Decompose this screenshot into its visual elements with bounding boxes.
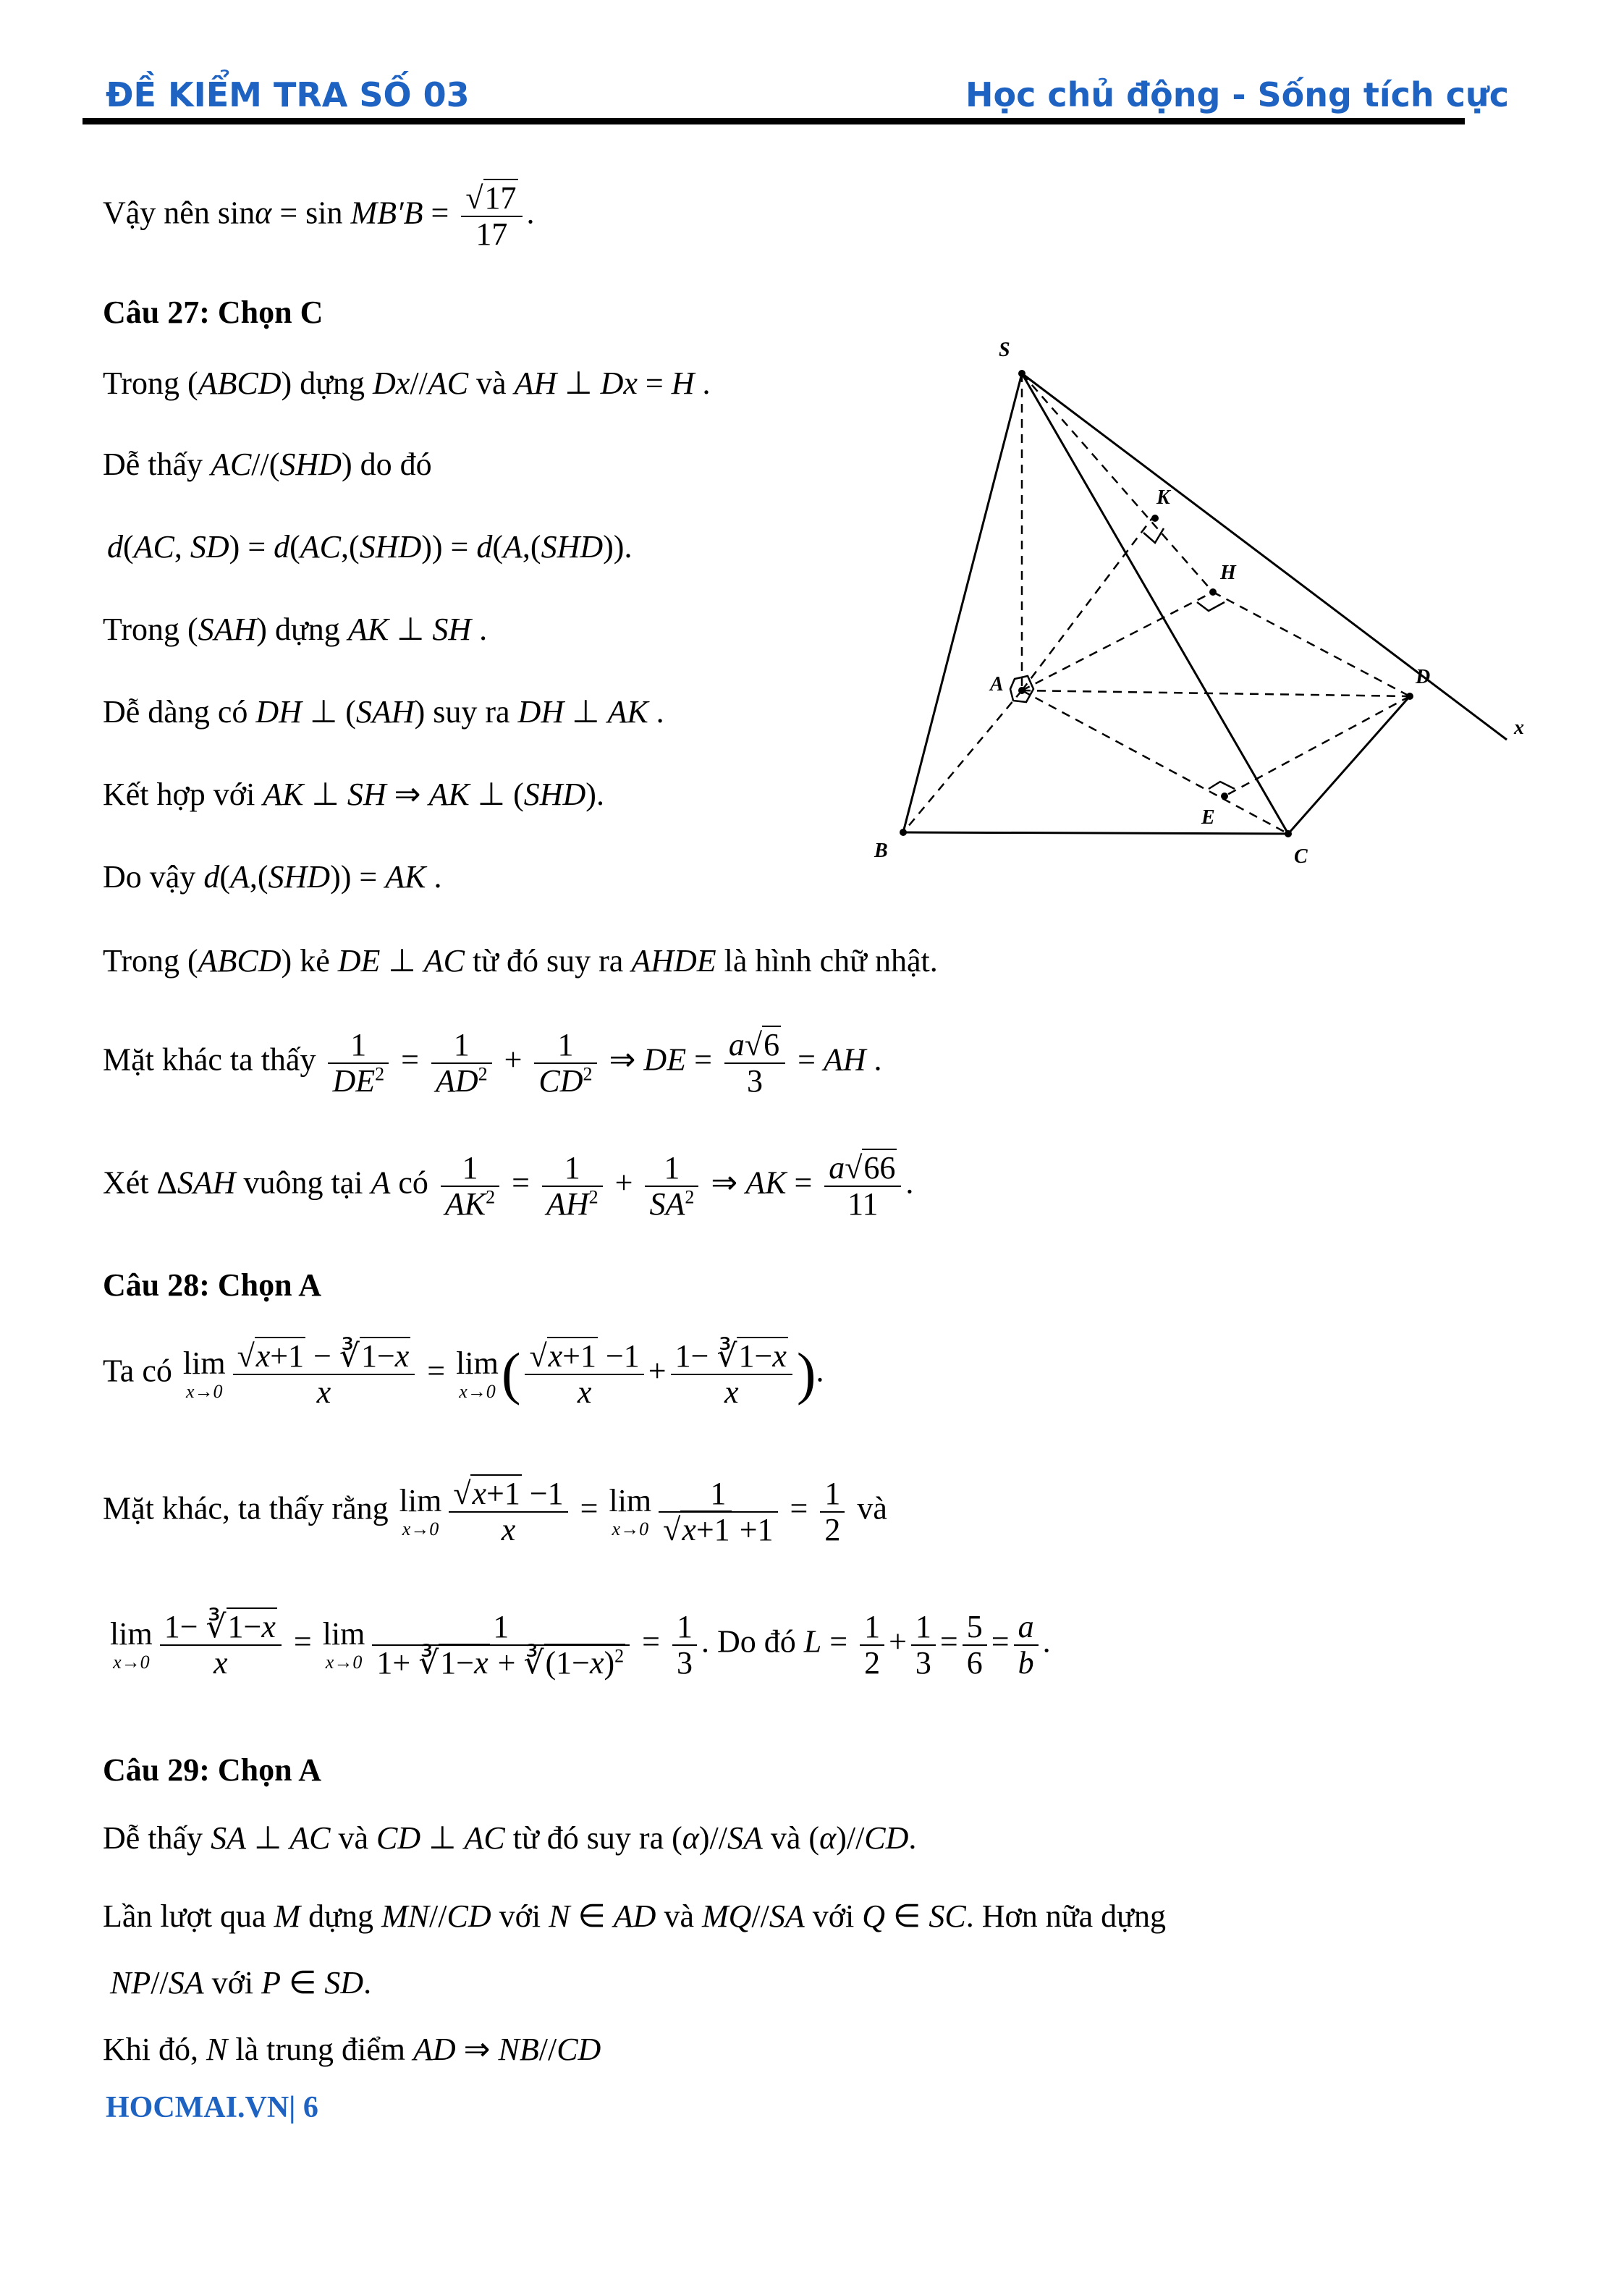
right-angle-E <box>1209 782 1235 789</box>
line-vay-nen: Vậy nên sinα = sin MB′B = $\frac{√17}{17}$ . <box>103 180 535 252</box>
line-29-3: NP//SA với P ∈ SD. <box>110 1965 372 2000</box>
label-H: H <box>1220 562 1236 584</box>
line-27-5: Dễ dàng có DH ⊥ (SAH) suy ra DH ⊥ AK . <box>103 694 664 730</box>
label-B: B <box>874 840 888 862</box>
pyramid-figure <box>847 318 1541 883</box>
line-27-3: d(AC, SD) = d(AC,(SHD)) = d(A,(SHD)). <box>107 529 633 565</box>
heading-cau-28: Câu 28: Chọn A <box>103 1267 321 1303</box>
edge-AD <box>1022 690 1410 696</box>
line-28-1: Ta có lim x→0 $\frac{√x+1 - ∛1-x}{x}$ = lim x→0 ( $\frac{√x+1 -1}{x}$ + $\frac{1- ∛1-x}{x}$ ). <box>103 1338 824 1410</box>
edge-AC <box>1022 690 1288 834</box>
label-C: C <box>1294 845 1308 868</box>
line-27-6: Kết hợp với AK ⊥ SH ⇒ AK ⊥ (SHD). <box>103 777 604 812</box>
line-27-8: Trong (ABCD) kẻ DE ⊥ AC từ đó suy ra AHDE là hình chữ nhật. <box>103 943 938 979</box>
line-28-2: Mặt khác, ta thấy rằng lim x→0 $\frac{√x+1 -1}{x}$ = lim x→0 $\frac{1}{√x+1 +1}$ = $\frac{1}{2}$ và <box>103 1476 887 1547</box>
segment-DE <box>1225 696 1410 796</box>
line-27-1: Trong (ABCD) dựng Dx//AC và AH ⊥ Dx = H . <box>103 366 711 401</box>
line-29-4: Khi đó, N là trung điểm AD ⇒ NB//CD <box>103 2032 601 2067</box>
header-title: ĐỀ KIỂM TRA SỐ 03 <box>106 75 470 114</box>
right-angle-K <box>1143 528 1164 543</box>
edge-SB <box>903 373 1022 832</box>
label-D: D <box>1416 666 1431 688</box>
label-E: E <box>1201 806 1215 829</box>
segment-AH <box>1022 592 1213 690</box>
line-29-1: Dễ thấy SA ⊥ AC và CD ⊥ AC từ đó suy ra (α)//SA và (α)//CD. <box>103 1820 917 1856</box>
edge-SD-x <box>1022 373 1507 740</box>
label-x: x <box>1514 717 1524 739</box>
segment-AK <box>1022 518 1152 690</box>
segment-SH <box>1022 373 1213 592</box>
line-27-7: Do vậy d(A,(SHD)) = AK . <box>103 859 442 895</box>
line-27-10: Xét ΔSAH vuông tại A có $\frac{1}{AK^2}$ = $\frac{1}{AH^2}$ + $\frac{1}{SA^2}$ ⇒ AK = $\frac{a√66}{11}$ . <box>103 1150 914 1222</box>
edge-BC <box>903 832 1288 834</box>
label-A: A <box>990 673 1004 696</box>
heading-cau-27: Câu 27: Chọn C <box>103 295 323 330</box>
header-slogan: Học chủ động - Sống tích cực <box>965 75 1509 114</box>
label-K: K <box>1156 486 1170 509</box>
fraction: $\frac{√17}{17}$ <box>461 181 522 251</box>
line-28-3: lim x→0 $\frac{1- ∛1-x}{x}$ = lim x→0 $\frac{1}{1+ ∛1-x + ∛(1-x)^2}$ = $\frac{1}{3}$ . Do đó L = $\frac{1}{2}$ + $\frac{1}{3}$ = $\frac{5}{6}$ = $\frac{a}{b}$ . <box>110 1609 1051 1681</box>
heading-cau-29: Câu 29: Chọn A <box>103 1752 321 1788</box>
line-29-2: Lần lượt qua M dựng MN//CD với N ∈ AD và MQ//SA với Q ∈ SC. Hơn nữa dựng <box>103 1898 1166 1934</box>
label-S: S <box>999 339 1010 361</box>
line-27-2: Dễ thấy AC//(SHD) do đó <box>103 447 432 482</box>
edge-CD <box>1288 696 1410 834</box>
right-angle-H <box>1197 602 1225 611</box>
line-27-4: Trong (SAH) dựng AK ⊥ SH . <box>103 612 488 647</box>
edge-SC <box>1022 373 1288 834</box>
line-27-9: Mặt khác ta thấy $\frac{1}{DE^2}$ = $\frac{1}{AD^2}$ + $\frac{1}{CD^2}$ ⇒ DE = $\frac{a√6}{3}$ = AH . <box>103 1027 882 1099</box>
header-rule <box>83 118 1465 124</box>
footer-page-label: HOCMAI.VN| 6 <box>106 2091 318 2124</box>
